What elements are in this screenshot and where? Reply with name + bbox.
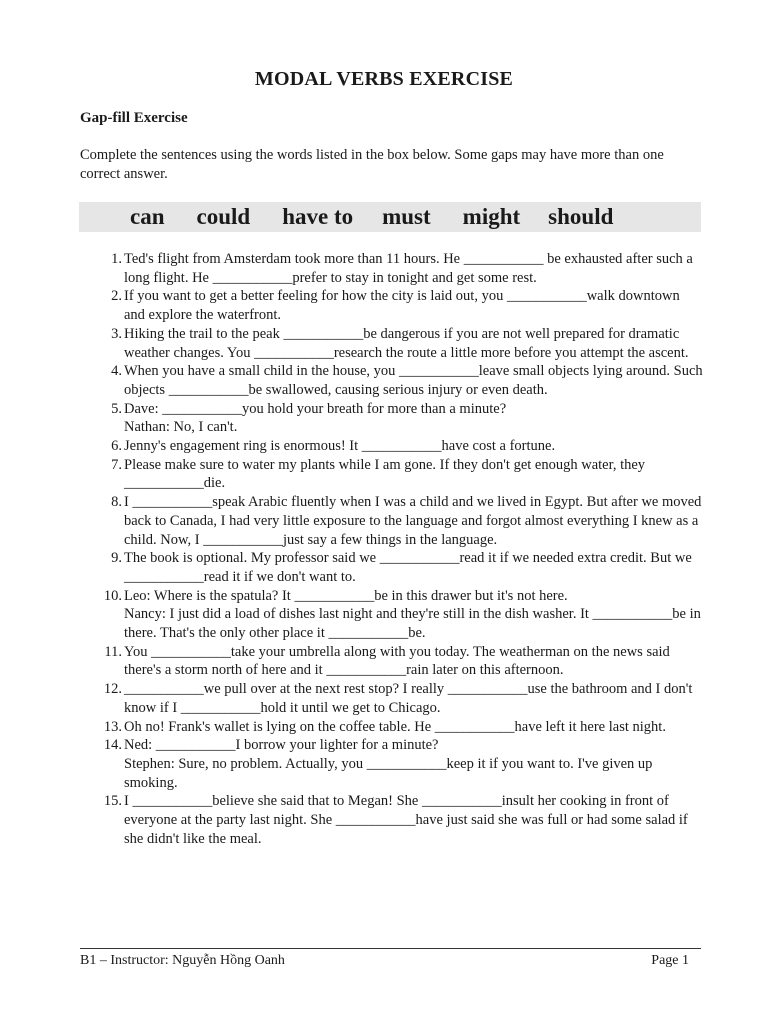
item-number: 14.: [103, 737, 122, 754]
item-number: 2.: [111, 288, 122, 305]
item-number: 12.: [103, 681, 122, 698]
item-number: 11.: [104, 643, 122, 660]
item-text: Ned: ___________I borrow your lighter for a minute?: [124, 737, 439, 754]
exercise-item: [0, 680, 768, 717]
item-text: Ted's flight from Amsterdam took more than 11 hours. He ___________ be exhausted after such a long flight. He ___________prefer to stay in tonight and get some rest.: [124, 251, 693, 286]
item-text: I ___________believe she said that to Megan! She ___________insult her cooking in front of everyone at the party last night. She ___________have just said she was full or had some salad if she didn't like the meal.: [124, 793, 688, 847]
item-number: 7.: [111, 456, 122, 473]
item-text: Please make sure to water my plants while I am gone. If they don't get enough water, they ___________die.: [124, 456, 646, 492]
item-text: Hiking the trail to the peak ___________be dangerous if you are not well prepared for dramatic weather changes. You ___________research the route a little more before you attempt the ascent.: [124, 325, 689, 361]
item-number: 4.: [111, 363, 122, 380]
footer-instructor: B1 – Instructor: Nguyễn Hồng Oanh: [80, 953, 285, 968]
item-number: 15.: [103, 793, 122, 810]
item-number: 13.: [103, 718, 122, 735]
word-box: [79, 202, 701, 232]
item-dialogue-line: Stephen: Sure, no problem. Actually, you ___________keep it if you want to. I've given up smoking.: [124, 755, 653, 791]
word-have-to: have to: [282, 204, 354, 229]
word-can: can: [130, 204, 165, 229]
exercise-item: [0, 736, 768, 792]
exercise-item: [0, 400, 768, 437]
exercise-item: [0, 643, 768, 680]
exercise-item: [0, 287, 768, 324]
word-could: could: [196, 204, 251, 229]
item-text: Jenny's engagement ring is enormous! It ___________have cost a fortune.: [124, 438, 556, 455]
word-must: must: [382, 204, 431, 229]
footer-divider: [80, 948, 701, 949]
exercise-item: [0, 437, 768, 456]
exercise-item: [0, 549, 768, 586]
item-dialogue-line: Nancy: I just did a load of dishes last night and they're still in the dish washer. It ___________be in there. That's the only other place it ___________be.: [124, 606, 701, 642]
exercise-item: [0, 718, 768, 737]
footer-page-number: Page 1: [651, 953, 689, 968]
exercise-item: [0, 493, 768, 549]
item-text: When you have a small child in the house, you ___________leave small objects lying around. Such objects ___________be swallowed, causing serious injury or even death.: [124, 363, 703, 398]
item-number: 3.: [111, 325, 122, 342]
item-text: If you want to get a better feeling for how the city is laid out, you ___________walk downtown and explore the waterfront.: [124, 288, 680, 324]
section-subtitle: Gap-fill Exercise: [80, 110, 188, 126]
page-title: MODAL VERBS EXERCISE: [254, 68, 514, 90]
instructions-text: Complete the sentences using the words listed in the box below. Some gaps may have more than one correct answer.: [80, 147, 664, 182]
item-text: Dave: ___________you hold your breath for more than a minute?: [124, 400, 507, 417]
item-number: 9.: [111, 550, 122, 567]
word-should: should: [548, 204, 614, 229]
item-text: You ___________take your umbrella along with you today. The weatherman on the news said there's a storm north of here and it ___________rain later on this afternoon.: [124, 643, 670, 679]
exercise-item: [0, 325, 768, 362]
exercise-list: [0, 250, 768, 849]
exercise-item: [0, 792, 768, 848]
exercise-item: [0, 587, 768, 643]
exercise-item: [0, 250, 768, 287]
item-number: 1.: [111, 251, 122, 267]
word-might: might: [462, 204, 521, 229]
item-text: The book is optional. My professor said we ___________read it if we needed extra credit. But we ___________read it if we don't want to.: [124, 550, 692, 585]
exercise-item: [0, 362, 768, 399]
item-text: ___________we pull over at the next rest stop? I really ___________use the bathroom and I don't know if I ___________hold it until we get to Chicago.: [124, 681, 693, 716]
item-dialogue-line: Nathan: No, I can't.: [124, 419, 238, 436]
item-number: 10.: [103, 587, 122, 604]
item-text: Leo: Where is the spatula? It ___________be in this drawer but it's not here.: [124, 587, 568, 604]
item-number: 5.: [111, 400, 122, 417]
item-text: I ___________speak Arabic fluently when I was a child and we lived in Egypt. But after we moved back to Canada, I had very little exposure to the language and forgot almost everything I knew as a child. Now, I ___________just say a few things in the language.: [124, 494, 702, 548]
item-number: 8.: [111, 494, 122, 511]
exercise-item: [0, 456, 768, 493]
item-number: 6.: [111, 438, 122, 455]
item-text: Oh no! Frank's wallet is lying on the coffee table. He ___________have left it here last night.: [124, 718, 666, 735]
